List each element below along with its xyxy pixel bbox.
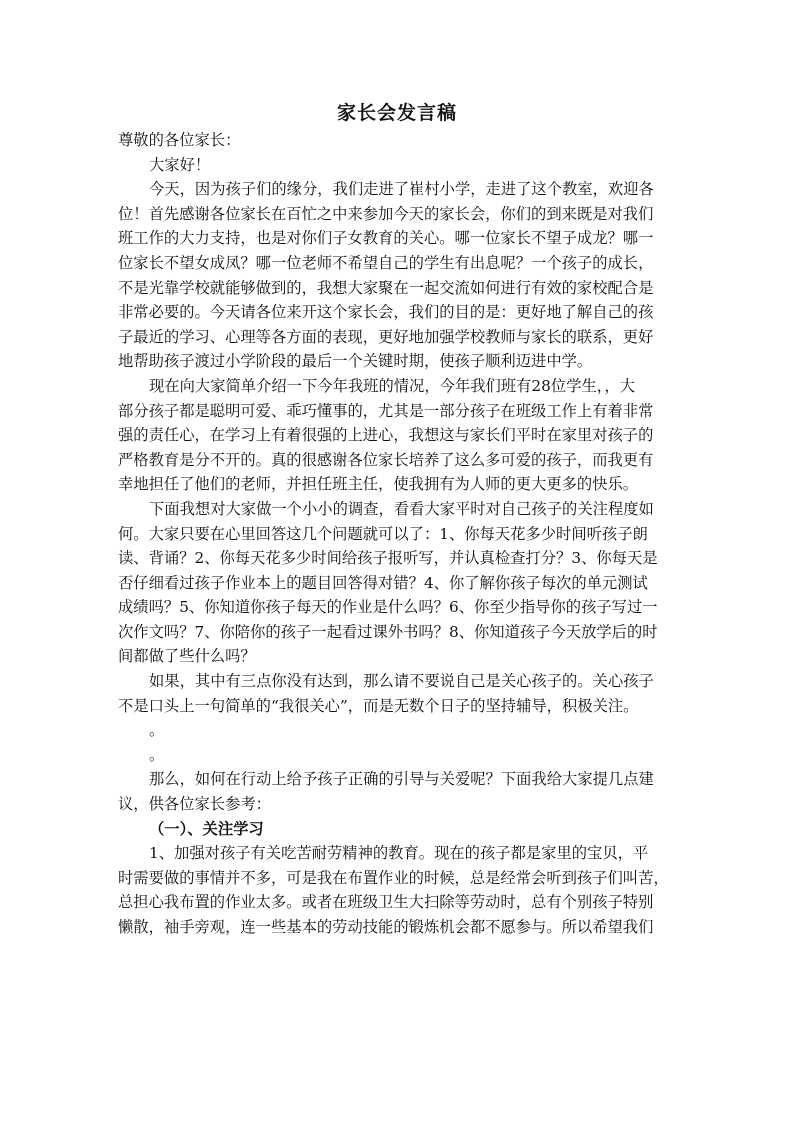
paragraph-line: 非常必要的。今天请各位来开这个家长会，我们的目的是：更好地了解自己的孩 [118,303,654,322]
paragraph-line: 否仔细看过孩子作业本上的题目回答得对错？4、你了解你孩子每次的单元测试 [118,573,648,592]
salutation: 尊敬的各位家长： [118,131,241,149]
document-body [118,128,678,940]
paragraph-line: 位！首先感谢各位家长在百忙之中来参加今天的家长会，你们的到来既是对我们 [118,204,654,223]
paragraph-line: 下面我想对大家做一个小小的调查，看看大家平时对自己孩子的关注程度如 [149,499,654,518]
paragraph-line: 如果，其中有三点你没有达到，那么请不要说自己是关心孩子的。关心孩子 [149,672,654,691]
section-heading: （一）、关注学习 [149,819,264,838]
paragraph-line: 地帮助孩子渡过小学阶段的最后一个关键时期，使孩子顺利迈进中学。 [118,352,593,371]
paragraph-line: 那么，如何在行动上给予孩子正确的引导与关爱呢？下面我给大家提几点建 [149,770,654,789]
paragraph-line: 总担心我布置的作业太多。或者在班级卫生大扫除等劳动时，总有个别孩子特别 [118,893,654,912]
paragraph-line: 议，供各位家长参考： [118,795,271,814]
paragraph-line: 成绩吗？5、你知道你孩子每天的作业是什么吗？6、你至少指导你的孩子写过一 [118,598,658,617]
paragraph-line: 何。大家只要在心里回答这几个问题就可以了：1、你每天花多少时间听孩子朗 [118,524,648,543]
paragraph-line: 读、背诵？2、你每天花多少时间给孩子报听写，并认真检查打分？3、你每天是 [118,549,658,568]
paragraph-line: 现在向大家简单介绍一下今年我班的情况，今年我们班有28位学生，，大 [149,376,636,395]
paragraph-line: 位家长不望女成凤？哪一位老师不希望自己的学生有出息呢？一个孩子的成长， [118,253,654,272]
paragraph-line: 子最近的学习、心理等各方面的表现，更好地加强学校教师与家长的联系，更好 [118,327,654,346]
paragraph-line: 班工作的大力支持，也是对你们子女教育的关心。哪一位家长不望子成龙？哪一 [118,229,654,248]
paragraph-line: 不是口头上一句简单的“我很关心”，而是无数个日子的坚持辅导，积极关注。 [118,696,639,715]
greeting: 大家好！ [149,155,211,174]
paragraph-line: 次作文吗？7、你陪你的孩子一起看过课外书吗？8、你知道孩子今天放学后的时 [118,622,658,641]
paragraph-line: 严格教育是分不开的。真的很感谢各位家长培养了这么多可爱的孩子，而我更有 [118,450,654,469]
paragraph-line: 。 [149,745,165,764]
paragraph-line: 懒散，袖手旁观，连一些基本的劳动技能的锻炼机会都不愿参与。所以希望我们 [118,918,654,936]
paragraph-line: 不是光靠学校就能够做到的，我想大家聚在一起交流如何进行有效的家校配合是 [118,278,654,297]
paragraph-line: 时需要做的事情并不多，可是我在布置作业的时候，总是经常会听到孩子们叫苦， [118,868,669,887]
paragraph-line: 幸地担任了他们的老师，并担任班主任，使我拥有为人师的更大更多的快乐。 [118,475,639,494]
document-title: 家长会发言稿 [336,102,457,124]
paragraph-line: 强的责任心，在学习上有着很强的上进心，我想这与家长们平时在家里对孩子的 [118,426,654,445]
paragraph-line: 部分孩子都是聪明可爱、乖巧懂事的，尤其是一部分孩子在班级工作上有着非常 [118,401,654,420]
paragraph-line: 1、加强对孩子有关吃苦耐劳精神的教育。现在的孩子都是家里的宝贝，平 [149,844,649,863]
paragraph-line: 。 [149,721,165,740]
paragraph-line: 今天，因为孩子们的缘分，我们走进了崔村小学，走进了这个教室，欢迎各 [149,180,654,199]
paragraph-line: 间都做了些什么吗？ [118,647,256,666]
